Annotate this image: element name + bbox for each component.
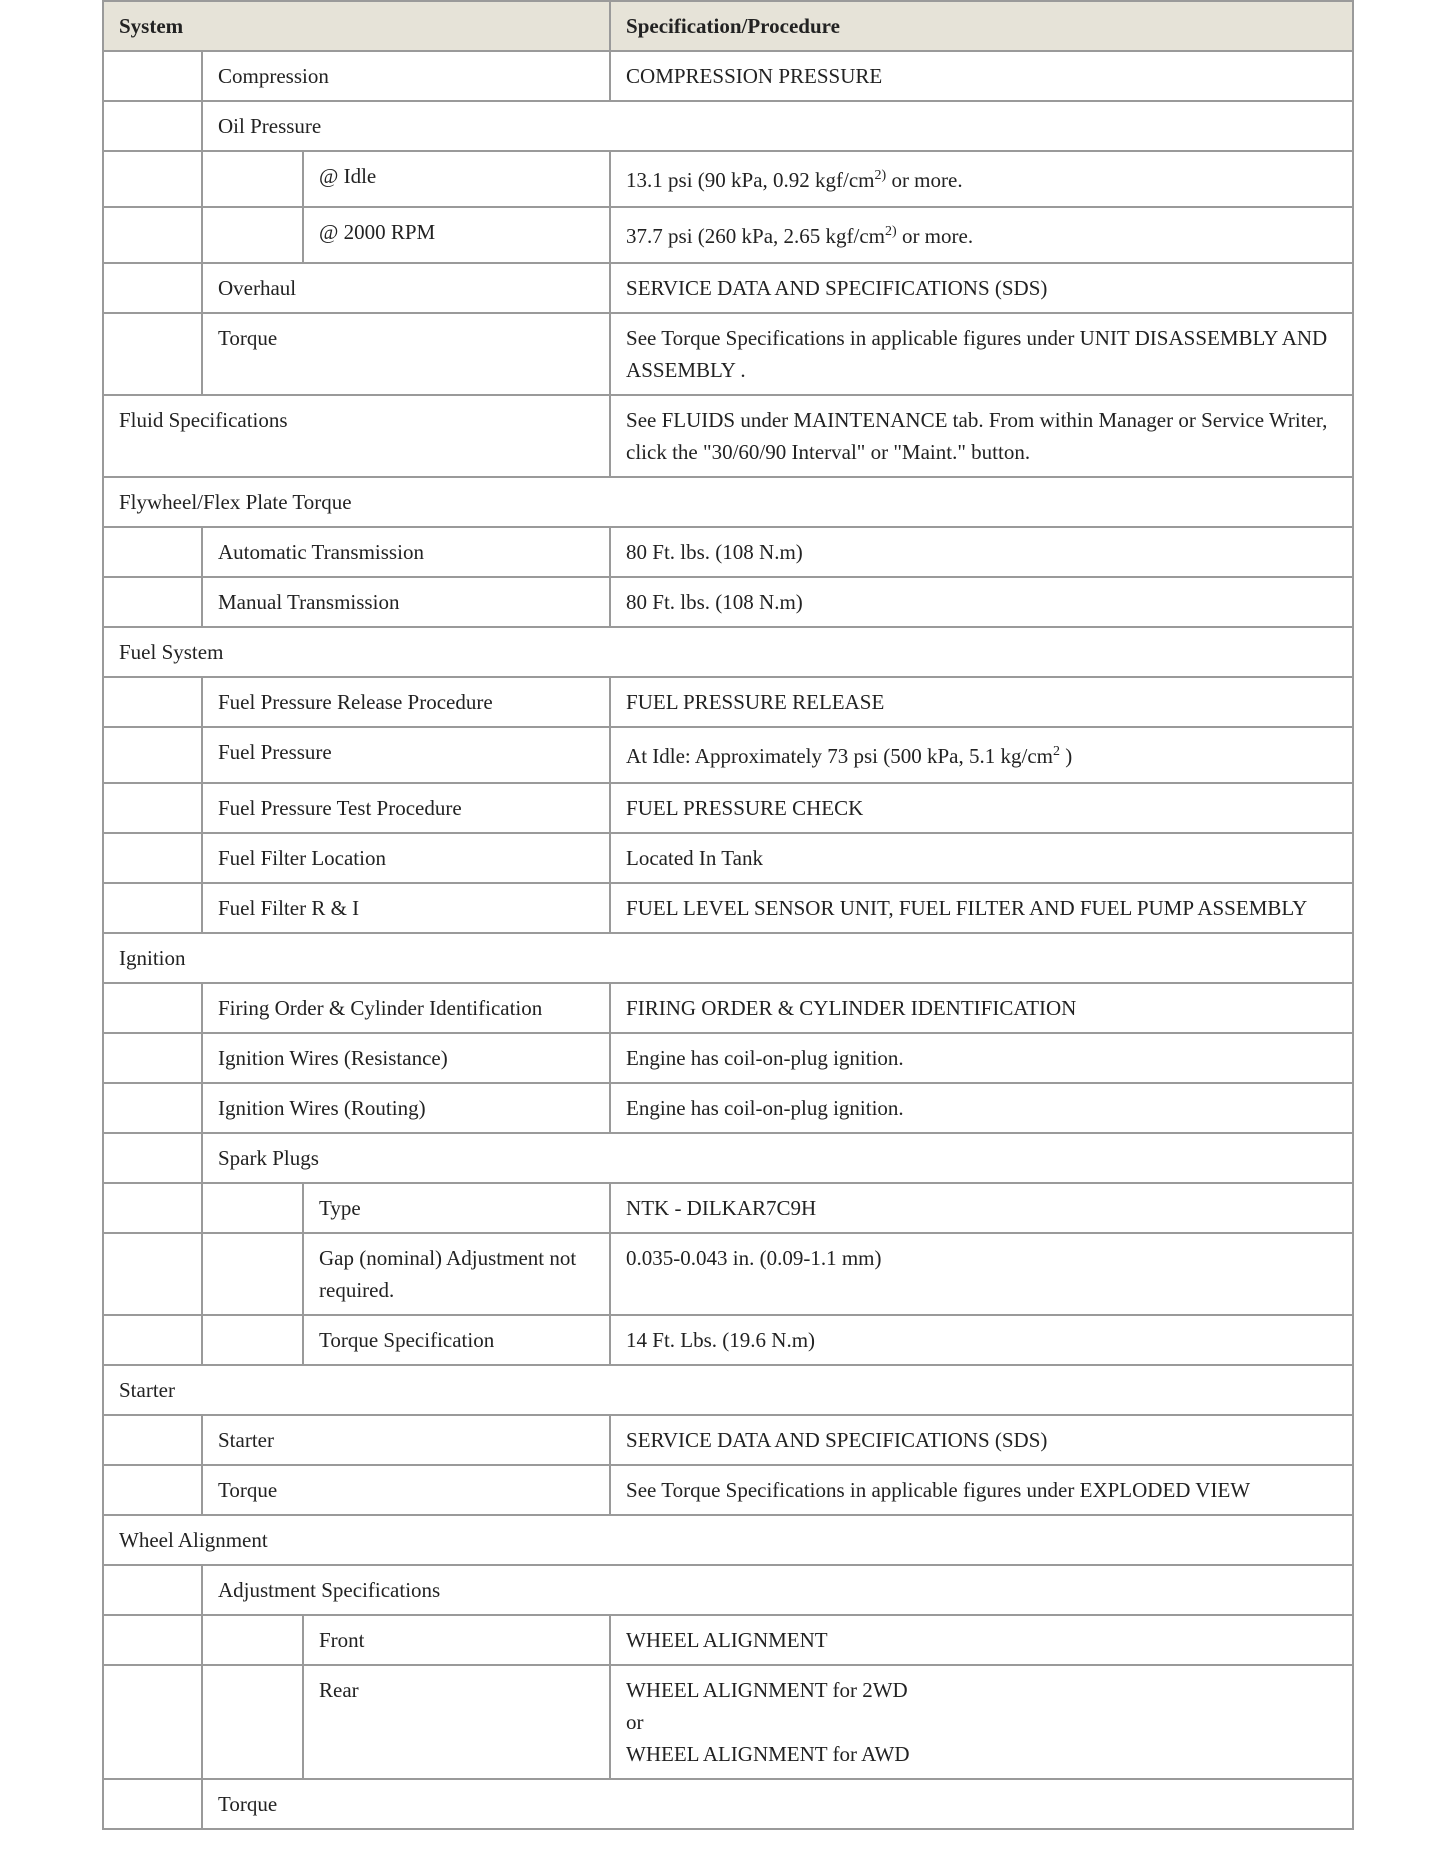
row-value: 80 Ft. lbs. (108 N.m) (610, 527, 1353, 577)
table-row (103, 101, 1353, 151)
row-label: Spark Plugs (202, 1133, 1353, 1183)
row-label: Gap (nominal) Adjustment not required. (303, 1233, 610, 1315)
row-value: See FLUIDS under MAINTENANCE tab. From within Manager or Service Writer, click the "30/60/90 Interval" or "Maint." button. (610, 395, 1353, 477)
table-row (103, 1515, 1353, 1565)
table-row (103, 1133, 1353, 1183)
row-label: Ignition (103, 933, 1353, 983)
row-value: FIRING ORDER & CYLINDER IDENTIFICATION (610, 983, 1353, 1033)
row-value: 80 Ft. lbs. (108 N.m) (610, 577, 1353, 627)
table-row (103, 933, 1353, 983)
row-label: Fuel System (103, 627, 1353, 677)
table-row (103, 1565, 1353, 1615)
row-label: Fuel Pressure Release Procedure (202, 677, 610, 727)
row-value: SERVICE DATA AND SPECIFICATIONS (SDS) (610, 1415, 1353, 1465)
header-system: System (103, 1, 610, 51)
row-value: WHEEL ALIGNMENT (610, 1615, 1353, 1665)
row-label: Automatic Transmission (202, 527, 610, 577)
row-value: COMPRESSION PRESSURE (610, 51, 1353, 101)
rear-value-line: or (626, 1710, 644, 1734)
table-row (103, 577, 1353, 627)
table-row (103, 263, 1353, 313)
row-value: Engine has coil-on-plug ignition. (610, 1083, 1353, 1133)
row-value: 0.035-0.043 in. (0.09-1.1 mm) (610, 1233, 1353, 1315)
row-label: Manual Transmission (202, 577, 610, 627)
header-row (103, 1, 1353, 51)
row-value: 37.7 psi (260 kPa, 2.65 kgf/$cm^{2)}$ or more. (610, 207, 1353, 263)
row-label: Fuel Filter R & I (202, 883, 610, 933)
table-row (103, 1465, 1353, 1515)
row-value: FUEL PRESSURE CHECK (610, 783, 1353, 833)
row-value: FUEL PRESSURE RELEASE (610, 677, 1353, 727)
table-row (103, 1183, 1353, 1233)
row-value: See Torque Specifications in applicable figures under EXPLODED VIEW (610, 1465, 1353, 1515)
table-row (103, 527, 1353, 577)
row-label: Fuel Pressure (202, 727, 610, 783)
row-label: Starter (103, 1365, 1353, 1415)
row-label: Torque (202, 1465, 610, 1515)
table-row (103, 313, 1353, 395)
spec-table (102, 0, 1354, 1830)
row-label: Torque (202, 1779, 1353, 1829)
row-value: FUEL LEVEL SENSOR UNIT, FUEL FILTER AND FUEL PUMP ASSEMBLY (610, 883, 1353, 933)
row-label: Fluid Specifications (103, 395, 610, 477)
row-value: NTK - DILKAR7C9H (610, 1183, 1353, 1233)
table-row (103, 883, 1353, 933)
table-row (103, 677, 1353, 727)
row-label: Firing Order & Cylinder Identification (202, 983, 610, 1033)
table-row (103, 1233, 1353, 1315)
row-value: See Torque Specifications in applicable figures under UNIT DISASSEMBLY AND ASSEMBLY . (610, 313, 1353, 395)
table-row (103, 1365, 1353, 1415)
row-label: @ Idle (303, 151, 610, 207)
row-label: Adjustment Specifications (202, 1565, 1353, 1615)
table-row (103, 1315, 1353, 1365)
table-row (103, 1779, 1353, 1829)
row-label: Torque Specification (303, 1315, 610, 1365)
row-label: @ 2000 RPM (303, 207, 610, 263)
rear-value-line: WHEEL ALIGNMENT for AWD (626, 1742, 910, 1766)
table-row (103, 1615, 1353, 1665)
row-label: Overhaul (202, 263, 610, 313)
table-row (103, 1415, 1353, 1465)
table-row (103, 783, 1353, 833)
row-value: 14 Ft. Lbs. (19.6 N.m) (610, 1315, 1353, 1365)
table-row (103, 1083, 1353, 1133)
row-label: Starter (202, 1415, 610, 1465)
table-row (103, 395, 1353, 477)
table-row (103, 983, 1353, 1033)
row-value: At Idle: Approximately 73 psi (500 kPa, 5.1 $kg/cm^2$ ) (610, 727, 1353, 783)
row-value: Engine has coil-on-plug ignition. (610, 1033, 1353, 1083)
table-row (103, 627, 1353, 677)
row-value (610, 1665, 1353, 1779)
row-label: Type (303, 1183, 610, 1233)
rear-value-line: WHEEL ALIGNMENT for 2WD (626, 1678, 908, 1702)
row-label: Torque (202, 313, 610, 395)
table-row (103, 51, 1353, 101)
row-label: Ignition Wires (Routing) (202, 1083, 610, 1133)
table-row (103, 207, 1353, 263)
table-row (103, 151, 1353, 207)
table-row (103, 727, 1353, 783)
row-label: Fuel Pressure Test Procedure (202, 783, 610, 833)
header-spec: Specification/Procedure (610, 1, 1353, 51)
row-value: Located In Tank (610, 833, 1353, 883)
row-label: Oil Pressure (202, 101, 1353, 151)
row-label: Fuel Filter Location (202, 833, 610, 883)
table-row (103, 833, 1353, 883)
row-label: Compression (202, 51, 610, 101)
table-row (103, 477, 1353, 527)
row-label: Flywheel/Flex Plate Torque (103, 477, 1353, 527)
table-row (103, 1033, 1353, 1083)
row-label: Wheel Alignment (103, 1515, 1353, 1565)
row-label: Ignition Wires (Resistance) (202, 1033, 610, 1083)
row-label: Front (303, 1615, 610, 1665)
table-row (103, 1665, 1353, 1779)
row-label: Rear (303, 1665, 610, 1779)
row-value: 13.1 psi (90 kPa, 0.92 kgf/$cm^{2)}$ or more. (610, 151, 1353, 207)
row-value: SERVICE DATA AND SPECIFICATIONS (SDS) (610, 263, 1353, 313)
